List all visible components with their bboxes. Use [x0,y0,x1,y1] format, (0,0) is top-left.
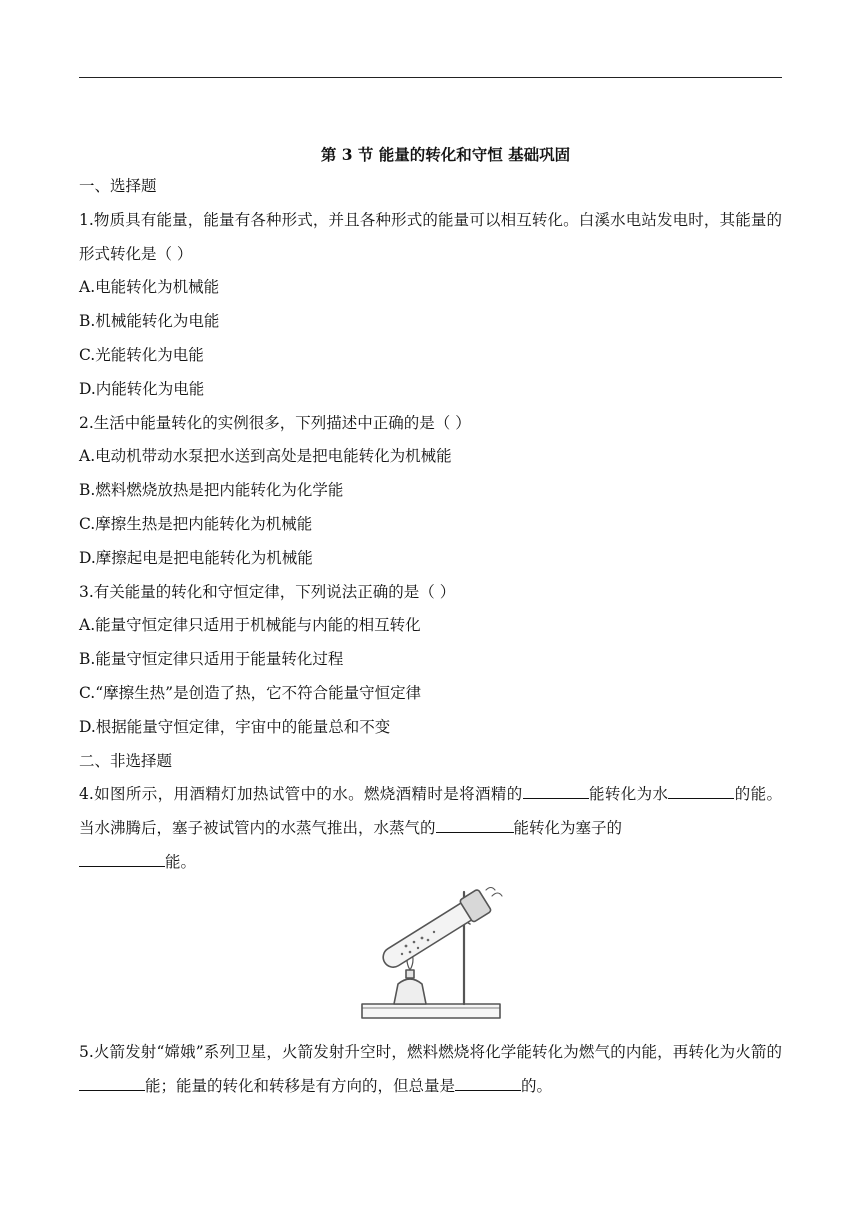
question-1-option-b: B.机械能转化为电能 [79,312,220,331]
question-3-stem: 3.有关能量的转化和守恒定律，下列说法正确的是（ ） [79,582,456,601]
answer-blank[interactable] [455,1072,521,1091]
question-5-text-1: 5.火箭发射“嫦娥”系列卫星，火箭发射升空时，燃料燃烧将化学能转化为燃气的内能，再转化为火箭的 [79,1042,782,1061]
question-4-text-1: 4.如图所示，用酒精灯加热试管中的水。燃烧酒精时是将酒精的 [79,785,523,804]
answer-blank[interactable] [79,1072,145,1091]
question-5 [79,1036,782,1104]
question-3-option-c: C.“摩擦生热”是创造了热，它不符合能量守恒定律 [79,683,422,702]
question-2-option-c: C.摩擦生热是把内能转化为机械能 [79,514,313,533]
lab-apparatus-illustration [358,884,504,1030]
question-2-stem: 2.生活中能量转化的实例很多，下列描述中正确的是（ ） [79,413,471,432]
question-1-option-c: C.光能转化为电能 [79,345,204,364]
question-3-option-a: A.能量守恒定律只适用于机械能与内能的相互转化 [79,616,421,635]
question-2-option-a: A.电动机带动水泵把水送到高处是把电能转化为机械能 [79,447,452,466]
question-4-text-4: 能转化为塞子的 [513,819,623,838]
question-2-option-b: B.燃料燃烧放热是把内能转化为化学能 [79,481,344,500]
question-2-option-d: D.摩擦起电是把电能转化为机械能 [79,548,313,567]
question-1-option-a: A.电能转化为机械能 [79,278,220,297]
question-1-stem: 1.物质具有能量，能量有各种形式，并且各种形式的能量可以相互转化。白溪水电站发电时，其能量的形式转化是（ ） [79,210,782,263]
page-title: 第 3 节 能量的转化和守恒 基础巩固 [320,145,571,164]
question-1-option-d: D.内能转化为电能 [79,379,205,398]
answer-blank[interactable] [79,848,165,867]
answer-blank[interactable] [668,780,734,799]
question-3-option-d: D.根据能量守恒定律，宇宙中的能量总和不变 [79,717,391,736]
question-4-text-2: 能转化为水 [588,785,669,804]
figure-alcohol-lamp-test-tube [79,884,782,1034]
question-5-text-2: 能；能量的转化和转移是有方向的，但总量是 [145,1076,456,1095]
question-3-option-b: B.能量守恒定律只适用于能量转化过程 [79,650,344,669]
question-5-text-3: 的。 [521,1076,553,1095]
document-body [79,140,782,1103]
section-heading-non-choice: 二、非选择题 [79,751,173,770]
section-heading-choice: 一、选择题 [79,177,157,195]
answer-blank[interactable] [523,780,589,799]
question-4-text-5: 能。 [165,852,197,871]
header-rule [79,77,782,78]
answer-blank[interactable] [436,814,514,833]
question-4 [79,778,782,879]
question-4-text-3: 的能。当水沸腾后，塞子被试管内的水蒸气推出，水蒸气的 [79,785,782,838]
